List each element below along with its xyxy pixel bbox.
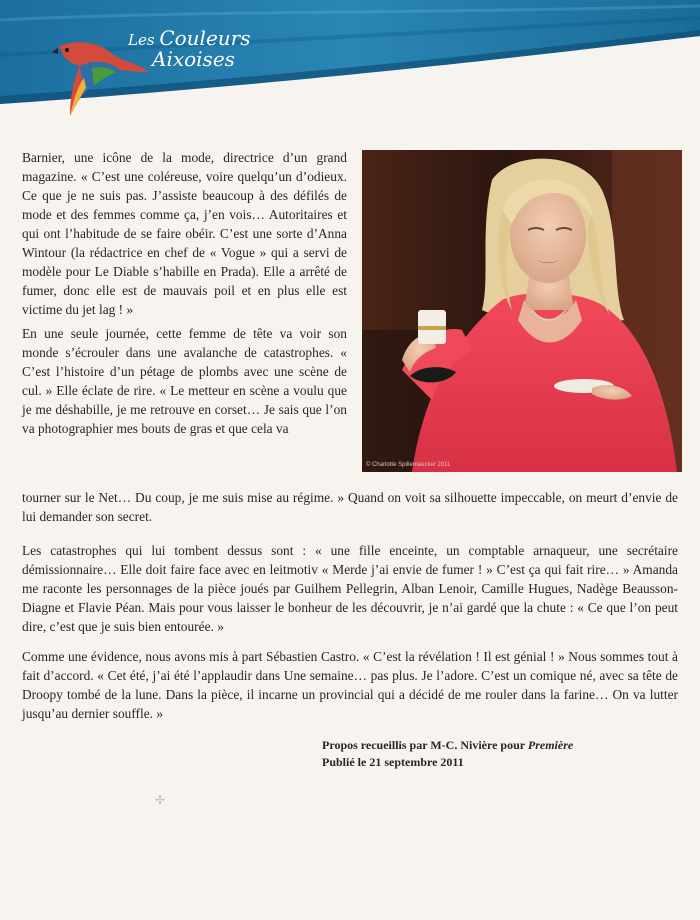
brand-prefix: Les (128, 31, 155, 49)
brand-logo (128, 28, 251, 69)
signature-publication: Première (527, 738, 574, 752)
signature-line-1 (322, 737, 573, 754)
article-left-column (22, 148, 347, 438)
article-continuation (22, 488, 678, 526)
paragraph-1: Barnier, une icône de la mode, directrice d’un grand magazine. « C’est une coléreuse, voire quelqu’un d’odieux. Ce que je ne suis pas. J’assiste beaucoup à des défilés de mode et des femmes comme ça, j’en vois… Autoritaires et qui ont l’habitude de se faire obéir. C’est une sorte d’Anna Wintour (la rédactrice en chef de « Vogue » qui a servi de modèle pour Le Diable s’habille en Prada). Elle a arrêté de fumer, donc elle est de mauvais poil et en plus elle est victime du jet lag ! » (22, 150, 347, 317)
brand-line2: Aixoises (152, 47, 235, 71)
brand-main: Couleurs (159, 26, 251, 50)
photo-illustration (362, 150, 682, 472)
signature-date: Publié le 21 septembre 2011 (322, 755, 464, 769)
paragraph-2-start: En une seule journée, cette femme de tête va voir son monde s’écrouler dans une avalanche de catastrophes. « C’est l’histoire d’un pétage de plombs avec une scène de cul. » Elle éclate de rire. « Le metteur en scène a voulu que je me déshabille, je me retrouve en corset… Je sais que l’on va photographier mes bouts de gras et que cela va (22, 326, 347, 436)
article-paragraph-4 (22, 647, 678, 723)
decorative-cross-icon: ✢ (155, 793, 166, 807)
paragraph-3: Les catastrophes qui lui tombent dessus sont : « une fille enceinte, un comptable arnaqueur, une secrétaire démissionnaire… Elle doit faire face avec en leitmotiv « Merde j’ai envie de fumer ! » C’est ça qui fait rire… » Amanda me raconte les personnages de la pièce joués par Guilhem Pellegrin, Alban Lenoir, Camille Hugues, Nadège Beausson-Diagne et Flavie Péan. Mais pour vous laisser le bonheur de les découvrir, je n’ai gardé que la chute : « Ce que l’on peut dire, c’est que je suis bien entourée. » (22, 543, 678, 634)
article-paragraph-3 (22, 541, 678, 636)
paragraph-4: Comme une évidence, nous avons mis à part Sébastien Castro. « C’est la révélation ! Il est génial ! » Nous sommes tout à fait d’accord. « Cet été, j’ai été l’applaudir dans Une semaine… pas plus. Je l’adore. C’est un comique né, avec sa tête de Droopy tombé de la lune. Dans la pièce, il incarne un provincial qui a décidé de me rouler dans la farine… On va lutter jusqu’au dernier souffle. » (22, 649, 678, 721)
signature-author: Propos recueillis par M-C. Nivière pour (322, 738, 525, 752)
signature (322, 737, 573, 771)
article-photo (362, 150, 682, 472)
paragraph-2-end: tourner sur le Net… Du coup, je me suis mise au régime. » Quand on voit sa silhouette impeccable, on meurt d’envie de lui demander son secret. (22, 490, 678, 524)
photo-credit: © Charlotte Spillemaecker 2011 (366, 462, 451, 468)
